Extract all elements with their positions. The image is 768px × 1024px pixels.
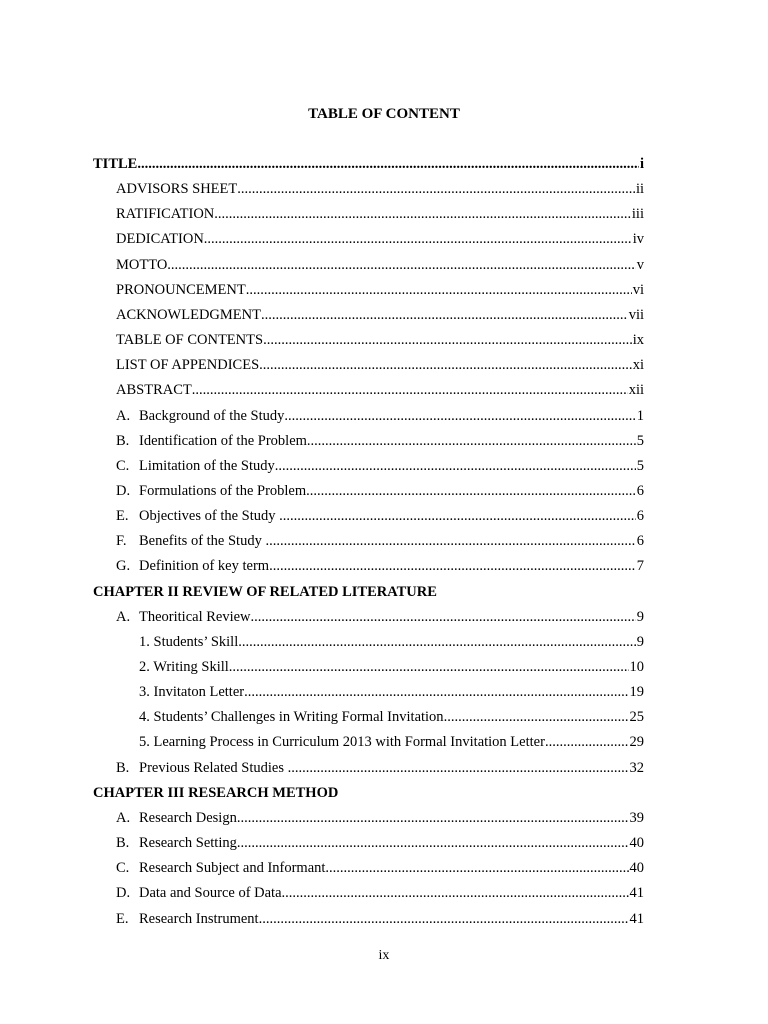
dot-leader <box>237 179 635 199</box>
toc-entry-marker: B. <box>116 835 130 852</box>
toc-entry-page: v <box>636 256 644 273</box>
toc-entry-row <box>116 883 644 903</box>
toc-entry-row <box>116 406 644 426</box>
toc-entry-page: vi <box>632 281 644 298</box>
dot-leader <box>325 858 628 878</box>
toc-entry-title: 5. Learning Process in Curriculum 2013 with Formal Invitation Letter <box>139 734 545 751</box>
toc-entry-title: Definition of key term <box>139 558 270 575</box>
toc-entry-page: 19 <box>629 684 644 701</box>
dot-leader <box>246 280 632 300</box>
dot-leader <box>167 255 635 275</box>
toc-entry-row <box>116 833 644 853</box>
dot-leader <box>259 909 629 929</box>
dot-leader <box>282 883 629 903</box>
toc-entry-marker: B. <box>116 759 130 776</box>
toc-entry-page: 41 <box>629 910 644 927</box>
dot-leader <box>237 808 629 828</box>
toc-entry-title: Background of the Study <box>139 407 285 424</box>
toc-entry-row <box>139 682 644 702</box>
dot-leader <box>307 431 636 451</box>
toc-entry-row <box>116 179 644 199</box>
toc-entry-row <box>139 732 644 752</box>
toc-entry-page: iii <box>631 206 644 223</box>
toc-entry-title: 1. Students’ Skill <box>139 633 239 650</box>
toc-entry-row <box>116 858 644 878</box>
toc-entry-page: 1 <box>636 407 644 424</box>
toc-entry-page: 6 <box>636 508 644 525</box>
toc-entry-marker: D. <box>116 482 131 499</box>
toc-entry-marker: A. <box>116 608 131 625</box>
toc-entry-row <box>116 255 644 275</box>
toc-entry-row <box>139 632 644 652</box>
dot-leader <box>229 657 629 677</box>
dot-leader <box>284 406 635 426</box>
toc-entry-row <box>116 305 644 325</box>
dot-leader <box>214 204 631 224</box>
dot-leader <box>269 556 636 576</box>
toc-entry-title: ABSTRACT <box>116 382 192 399</box>
toc-entry-title: TABLE OF CONTENTS <box>116 332 264 349</box>
toc-entry-marker: F. <box>116 533 127 550</box>
toc-entry-marker: E. <box>116 508 129 525</box>
toc-entry-title: ADVISORS SHEET <box>116 181 238 198</box>
toc-entry-page: vii <box>628 306 644 323</box>
toc-entry-marker: A. <box>116 407 131 424</box>
dot-leader <box>137 154 639 174</box>
toc-entry-page: 5 <box>636 457 644 474</box>
dot-leader <box>238 632 636 652</box>
toc-entry-title: PRONOUNCEMENT <box>116 281 246 298</box>
toc-entry-title: DEDICATION <box>116 231 204 248</box>
dot-leader <box>275 456 636 476</box>
toc-entry-title: TITLE <box>93 156 138 172</box>
toc-heading-row <box>93 154 644 174</box>
toc-entry-page: 40 <box>629 860 644 877</box>
toc-entry-title: Previous Related Studies <box>139 759 288 776</box>
toc-entry-title: Benefits of the Study <box>139 533 266 550</box>
toc-entry-page: ix <box>632 332 644 349</box>
toc-entry-page: iv <box>632 231 644 248</box>
toc-entry-title: RATIFICATION <box>116 206 215 223</box>
dot-leader <box>545 732 629 752</box>
toc-entry-page: 32 <box>629 759 644 776</box>
dot-leader <box>251 607 636 627</box>
toc-entry-row <box>116 808 644 828</box>
toc-entry-page: 7 <box>636 558 644 575</box>
dot-leader <box>444 707 629 727</box>
toc-entry-title: Research Subject and Informant <box>139 860 326 877</box>
toc-entry-title: 4. Students’ Challenges in Writing Formal Invitation <box>139 709 444 726</box>
toc-entry-row <box>139 657 644 677</box>
toc-entry-page: 6 <box>636 482 644 499</box>
toc-entry-title: MOTTO <box>116 256 168 273</box>
toc-entry-row <box>116 531 644 551</box>
toc-entry-row <box>116 456 644 476</box>
toc-entry-row <box>116 431 644 451</box>
toc-entry-title: Research Setting <box>139 835 237 852</box>
toc-entry-row <box>139 707 644 727</box>
toc-entry-row <box>116 355 644 375</box>
toc-entry-row <box>116 758 644 778</box>
toc-entry-page: 39 <box>629 809 644 826</box>
toc-entry-page: 40 <box>629 835 644 852</box>
toc-entry-title: Identification of the Problem <box>139 432 307 449</box>
toc-entry-row <box>116 380 644 400</box>
toc-entry-row <box>116 481 644 501</box>
toc-entry-row <box>116 607 644 627</box>
dot-leader <box>192 380 628 400</box>
toc-entry-title: Limitation of the Study <box>139 457 275 474</box>
toc-entry-title: Theoritical Review <box>139 608 251 625</box>
toc-entry-marker: D. <box>116 885 131 902</box>
toc-entry-title: Objectives of the Study <box>139 508 280 525</box>
toc-entry-page: 10 <box>629 659 644 675</box>
toc-entry-marker: C. <box>116 457 130 474</box>
page-title: TABLE OF CONTENT <box>308 106 460 122</box>
toc-entry-title: 3. Invitaton Letter <box>139 684 245 701</box>
dot-leader <box>244 682 628 702</box>
toc-entry-page: ii <box>635 181 644 198</box>
toc-entry-title: Research Design <box>139 809 237 826</box>
toc-entry-page: 5 <box>636 432 644 449</box>
toc-entry-title: LIST OF APPENDICES <box>116 357 260 374</box>
dot-leader <box>306 481 636 501</box>
toc-entry-marker: E. <box>116 910 129 927</box>
toc-entry-page: xi <box>632 357 644 374</box>
toc-heading-row <box>93 783 338 803</box>
toc-entry-title: CHAPTER III RESEARCH METHOD <box>93 784 339 801</box>
toc-entry-marker: A. <box>116 809 131 826</box>
toc-entry-marker: C. <box>116 860 130 877</box>
dot-leader <box>265 531 635 551</box>
dot-leader <box>263 330 632 350</box>
toc-entry-row <box>116 909 644 929</box>
toc-entry-page: 25 <box>629 709 644 726</box>
toc-entry-row <box>116 330 644 350</box>
dot-leader <box>261 305 628 325</box>
toc-entry-page: 41 <box>629 885 644 902</box>
toc-entry-page: 6 <box>636 533 644 550</box>
dot-leader <box>204 229 632 249</box>
toc-entry-row <box>116 204 644 224</box>
toc-entry-page: xii <box>628 382 644 399</box>
toc-entry-title: CHAPTER II REVIEW OF RELATED LITERATURE <box>93 583 437 600</box>
toc-entry-page: 9 <box>636 633 644 650</box>
toc-entry-page: i <box>639 156 644 172</box>
dot-leader <box>279 506 636 526</box>
dot-leader <box>288 758 629 778</box>
toc-entry-page: 9 <box>636 608 644 625</box>
page-number: ix <box>378 948 390 963</box>
toc-entry-marker: B. <box>116 432 130 449</box>
toc-entry-title: Formulations of the Problem <box>139 482 307 499</box>
toc-entry-title: Data and Source of Data <box>139 885 282 902</box>
toc-heading-row <box>93 582 437 602</box>
toc-entry-row <box>116 506 644 526</box>
toc-entry-page: 29 <box>629 734 644 751</box>
dot-leader <box>237 833 629 853</box>
toc-entry-marker: G. <box>116 558 131 575</box>
toc-entry-title: 2. Writing Skill <box>139 659 229 675</box>
toc-entry-row <box>116 556 644 576</box>
dot-leader <box>259 355 632 375</box>
toc-entry-row <box>116 229 644 249</box>
toc-entry-title: ACKNOWLEDGMENT <box>116 306 261 323</box>
toc-entry-title: Research Instrument <box>139 910 259 927</box>
toc-entry-row <box>116 280 644 300</box>
